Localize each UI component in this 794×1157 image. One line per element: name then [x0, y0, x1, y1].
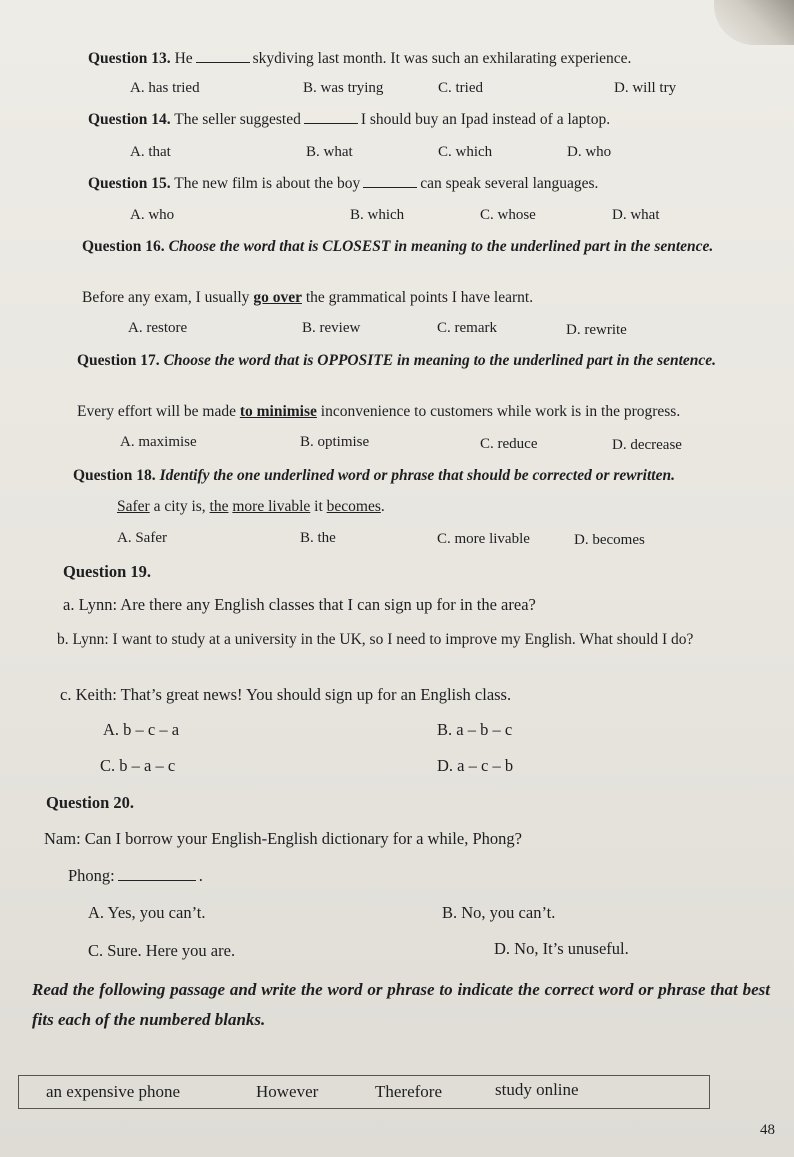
question-16-sentence: [82, 289, 533, 307]
question-13-title: Question 13.: [88, 50, 171, 67]
q16-option-d: D. rewrite: [566, 322, 627, 338]
question-14-title: Question 14.: [88, 111, 171, 128]
q17-sentence-post: inconvenience to customers while work is in the progress.: [320, 403, 681, 420]
question-13-stem-pre: He: [174, 50, 193, 67]
q18-underlined-safer: Safer: [117, 498, 150, 515]
q17-underlined: to minimise: [239, 403, 317, 420]
q15-option-d: D. what: [612, 207, 660, 223]
question-18-title: Question 18.: [73, 467, 156, 484]
question-17-instruction: Choose the word that is OPPOSITE in meaning to the underlined part in the sentence.: [163, 352, 717, 369]
question-13: [88, 50, 631, 68]
q19-line-b: b. Lynn: I want to study at a university in the UK, so I need to improve my English. What should I do?: [57, 631, 694, 648]
word-box: [18, 1075, 710, 1109]
question-17-title: Question 17.: [77, 352, 160, 369]
q17-option-a: A. maximise: [120, 434, 197, 450]
question-15-title: Question 15.: [88, 175, 171, 192]
word-box-item-3: Therefore: [375, 1082, 443, 1101]
word-box-item-4: study online: [495, 1080, 579, 1099]
q14-option-a: A. that: [130, 144, 171, 160]
question-16-title: Question 16.: [82, 238, 165, 255]
q19-option-d: D. a – c – b: [437, 756, 514, 775]
question-15-stem-post: can speak several languages.: [420, 175, 599, 192]
q15-option-a: A. who: [130, 207, 175, 223]
q18-underlined-the: the: [209, 498, 229, 515]
question-14-stem-post: I should buy an Ipad instead of a laptop.: [360, 111, 611, 128]
word-box-item-1: an expensive phone: [46, 1082, 181, 1101]
page-corner-shadow: [714, 0, 794, 45]
q14-option-d: D. who: [567, 144, 612, 160]
question-14-blank: [304, 122, 358, 124]
q20-option-a: A. Yes, you can’t.: [88, 903, 206, 922]
q19-line-a: a. Lynn: Are there any English classes that I can sign up for in the area?: [63, 595, 536, 614]
q14-option-c: C. which: [438, 144, 493, 160]
q20-speaker: Phong:: [68, 866, 115, 885]
q17-option-b: B. optimise: [300, 434, 370, 450]
q19-option-a: A. b – c – a: [103, 720, 180, 739]
q20-line-1: Nam: Can I borrow your English-English dictionary for a while, Phong?: [44, 829, 522, 848]
q16-option-c: C. remark: [437, 320, 497, 336]
question-18-sentence: [117, 498, 385, 516]
q17-option-c: C. reduce: [480, 436, 538, 452]
q13-option-d: D. will try: [614, 80, 677, 96]
page-number: 48: [760, 1122, 775, 1138]
question-15-stem-pre: The new film is about the boy: [174, 175, 361, 192]
q18-underlined-more-livable: more livable: [232, 498, 311, 515]
q18-option-c: C. more livable: [437, 531, 530, 547]
question-16-heading: [82, 236, 730, 258]
q18-text-3: it: [310, 498, 327, 515]
reading-instruction: Read the following passage and write the word or phrase to indicate the correct word or phrase that best fits each of the numbered blanks.: [32, 980, 770, 1029]
q19-line-c: c. Keith: That’s great news! You should sign up for an English class.: [60, 685, 512, 704]
question-17-sentence: [77, 403, 680, 421]
q19-option-b: B. a – b – c: [437, 720, 513, 739]
question-18-instruction: Identify the one underlined word or phrase that should be corrected or rewritten.: [159, 467, 675, 484]
q16-sentence-post: the grammatical points I have learnt.: [305, 289, 534, 306]
question-19-title: Question 19.: [63, 562, 152, 581]
q20-option-b: B. No, you can’t.: [442, 903, 556, 922]
q16-sentence-pre: Before any exam, I usually: [82, 289, 250, 306]
q20-option-d: D. No, It’s unuseful.: [494, 939, 629, 958]
q16-underlined: go over: [253, 289, 302, 306]
question-15-blank: [363, 186, 417, 188]
q19-option-c: C. b – a – c: [100, 756, 176, 775]
q14-option-b: B. what: [306, 144, 353, 160]
q13-option-a: A. has tried: [130, 80, 200, 96]
question-16-instruction: Choose the word that is CLOSEST in meaning to the underlined part in the sentence.: [168, 238, 714, 255]
q18-option-b: B. the: [300, 530, 336, 546]
q20-option-c: C. Sure. Here you are.: [88, 941, 236, 960]
question-14: [88, 111, 610, 129]
word-box-item-2: However: [256, 1082, 319, 1101]
q16-option-a: A. restore: [128, 320, 188, 336]
question-18-heading: [73, 467, 675, 485]
question-13-blank: [196, 61, 250, 63]
q20-line-2: [68, 866, 203, 886]
q18-text-4: .: [380, 498, 385, 515]
q18-text-1: a city is,: [149, 498, 210, 515]
q18-option-d: D. becomes: [574, 532, 645, 548]
q20-blank: [118, 879, 196, 881]
q18-underlined-becomes: becomes: [326, 498, 381, 515]
question-20-title: Question 20.: [46, 793, 135, 812]
q16-option-b: B. review: [302, 320, 361, 336]
question-14-stem-pre: The seller suggested: [174, 111, 301, 128]
q20-line-2-end: .: [198, 866, 203, 885]
question-13-stem-post: skydiving last month. It was such an exhilarating experience.: [252, 50, 632, 67]
q15-option-c: C. whose: [480, 207, 536, 223]
question-17-heading: [77, 350, 729, 372]
q17-sentence-pre: Every effort will be made: [77, 403, 236, 420]
question-15: [88, 175, 598, 193]
q18-option-a: A. Safer: [117, 530, 167, 546]
q13-option-b: B. was trying: [303, 80, 384, 96]
q13-option-c: C. tried: [438, 80, 483, 96]
q17-option-d: D. decrease: [612, 437, 682, 453]
q15-option-b: B. which: [350, 207, 405, 223]
